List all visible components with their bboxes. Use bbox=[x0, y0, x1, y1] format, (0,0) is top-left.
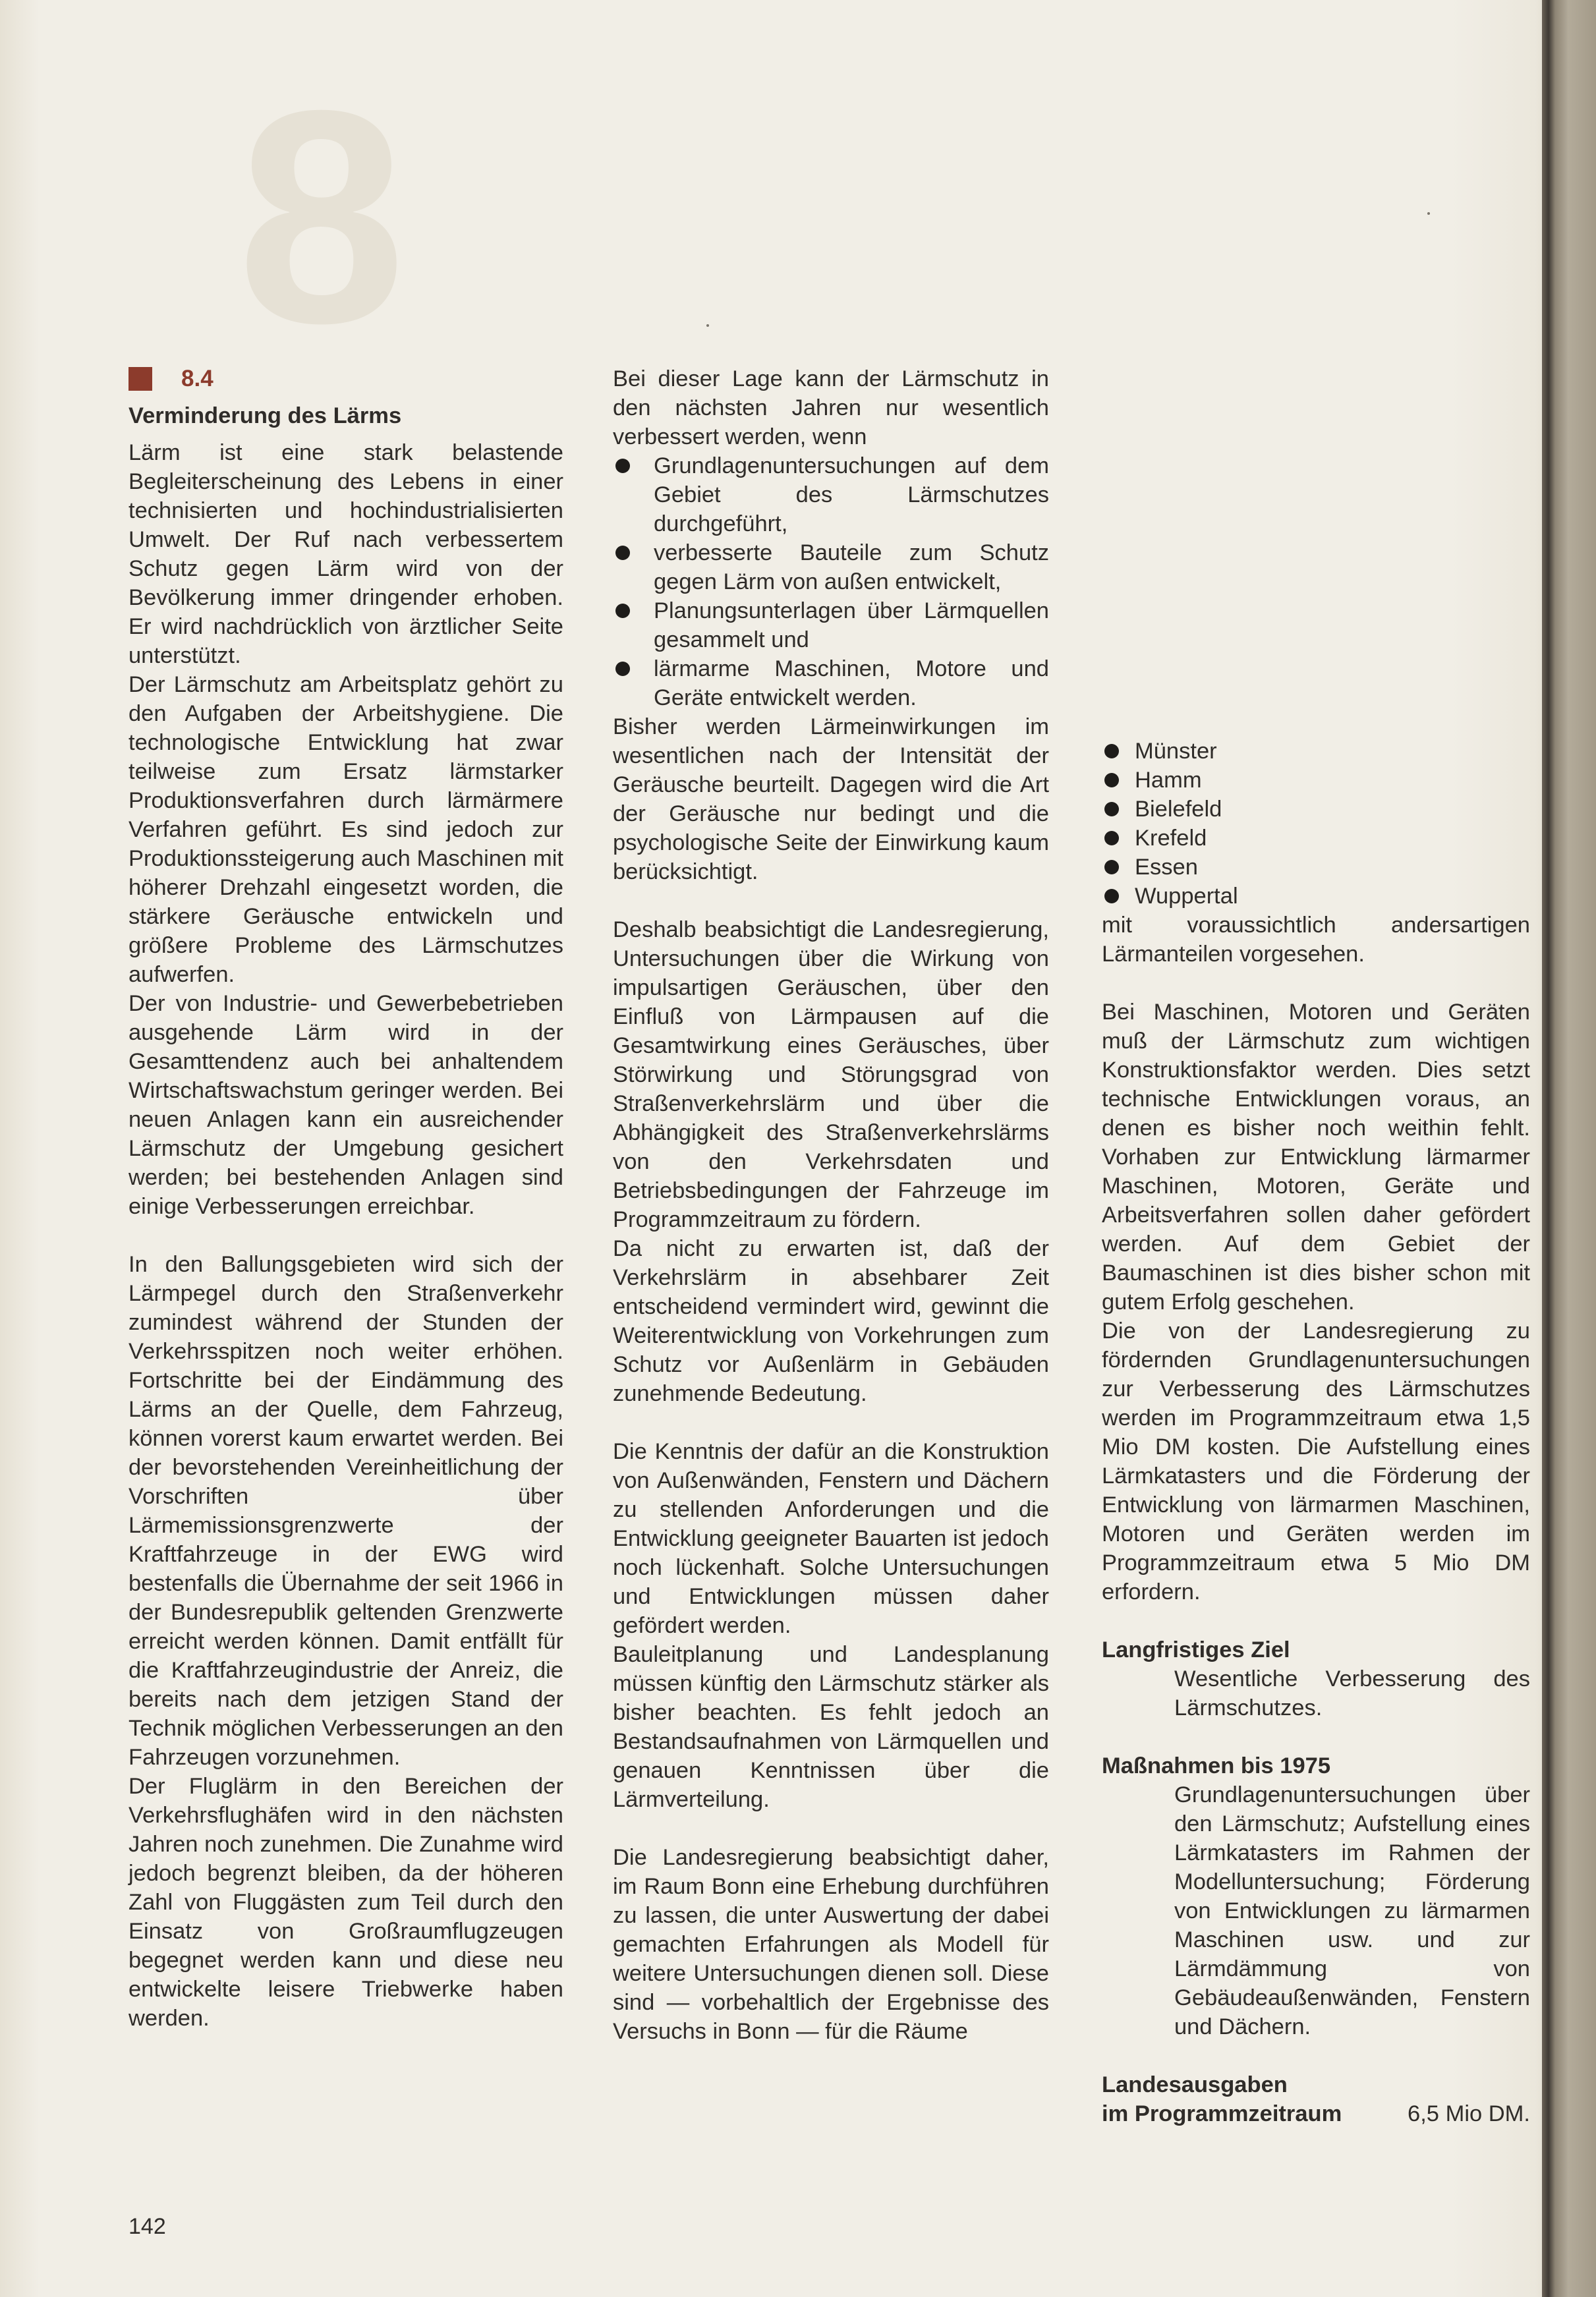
goal-text: Wesentliche Verbesserung des Lärmschutzes. bbox=[1174, 1666, 1530, 1720]
bullet-icon bbox=[1104, 773, 1119, 787]
list-item: Planungsunterlagen über Lärmquellen gesammelt und bbox=[613, 596, 1049, 654]
bullet-icon bbox=[1104, 802, 1119, 816]
column-middle bbox=[613, 364, 1049, 2046]
budget-row bbox=[1102, 2099, 1530, 2128]
paragraph: Der Fluglärm in den Bereichen der Verkehrsflughäfen wird in den nächsten Jahren noch zunehmen. Die Zunahme wird jedoch begrenzt bleiben, da der höheren Zahl von Fluggästen zum Teil durch den Einsatz von Großraumflugzeugen begegnet werden kann und diese neu entwickelte leisere Triebwerke haben werden. bbox=[128, 1774, 563, 2031]
section-marker-icon bbox=[128, 367, 152, 391]
bullet-icon bbox=[1104, 860, 1119, 874]
paragraph: mit voraussichtlich andersartigen Lärmanteilen vorgesehen. bbox=[1102, 913, 1530, 967]
list-item: Grundlagenuntersuchungen auf dem Gebiet des Lärmschutzes durchgeführt, bbox=[613, 451, 1049, 538]
paragraph: Bei Maschinen, Motoren und Geräten muß der Lärmschutz zum wichtigen Konstruktionsfaktor werden. Dies setzt technische Entwicklungen voraus, an denen es bisher noch weithin fehlt. Vorhaben zur Entwicklung lärmarmer Maschinen, Motoren, Geräte und Arbeitsverfahren sollen daher gefördert werden. Auf dem Gebiet der Baumaschinen ist dies bisher schon mit gutem Erfolg geschehen. bbox=[1102, 1000, 1530, 1315]
paragraph: Die Kenntnis der dafür an die Konstruktion von Außenwänden, Fenstern und Dächern zu stellenden Anforderungen und die Entwicklung geeigneter Bauarten ist jedoch noch lückenhaft. Solche Untersuchungen und Entwicklungen müssen daher gefördert werden. bbox=[613, 1439, 1049, 1638]
goal-heading: Langfristiges Ziel bbox=[1102, 1637, 1290, 1662]
section-number: 8.4 bbox=[181, 366, 214, 391]
column-left bbox=[128, 364, 563, 2033]
paragraph: Lärm ist eine stark belastende Begleiterscheinung des Lebens in einer technisierten und hochindustrialisierten Umwelt. Der Ruf nach verbessertem Schutz gegen Lärm wird von der Bevölkerung immer dringender erhoben. Er wird nachdrücklich von ärztlicher Seite unterstützt. bbox=[128, 440, 563, 668]
paragraph: Bei dieser Lage kann der Lärmschutz in den nächsten Jahren nur wesentlich verbessert werden, wenn bbox=[613, 366, 1049, 449]
section-title: Verminderung des Lärms bbox=[128, 403, 402, 428]
paragraph: Die von der Landesregierung zu fördernden Grundlagenuntersuchungen zur Verbesserung des Lärmschutzes werden im Programmzeitraum etwa 1,5 Mio DM kosten. Die Aufstellung eines Lärmkatasters und die Förderung der Entwicklung von lärmarmen Maschinen, Motoren und Geräten werden im Programmzeitraum etwa 5 Mio DM erfordern. bbox=[1102, 1319, 1530, 1604]
book-spine-edge bbox=[1542, 0, 1596, 2297]
paragraph: Deshalb beabsichtigt die Landesregierung, Untersuchungen über die Wirkung von impulsartigen Geräuschen, über den Einfluß von Lärmpausen auf die Gesamtwirkung eines Geräusches, über Störwirkung und Störungsgrad von Straßenverkehrslärm und über die Abhängigkeit des Straßenverkehrslärms von den Verkehrsdaten und Betriebsbedingungen der Fahrzeuge im Programmzeitraum zu fördern. bbox=[613, 917, 1049, 1232]
list-item: Bielefeld bbox=[1102, 795, 1530, 824]
list-item: Wuppertal bbox=[1102, 882, 1530, 911]
budget-value: 6,5 Mio DM. bbox=[1408, 2101, 1530, 2126]
list-item: verbesserte Bauteile zum Schutz gegen Lärm von außen entwickelt, bbox=[613, 538, 1049, 596]
measures-text: Grundlagenuntersuchungen über den Lärmschutz; Aufstellung eines Lärmkatasters im Rahmen der Modelluntersuchung; Förderung von Entwicklungen zu lärmarmen Maschinen usw. und zur Lärmdämmung von Gebäudeaußenwänden, Fenstern und Dächern. bbox=[1174, 1782, 1530, 2039]
paragraph: Die Landesregierung beabsichtigt daher, im Raum Bonn eine Erhebung durchführen zu lassen, die unter Auswertung der dabei gemachten Erfahrungen als Modell für weitere Untersuchungen dienen soll. Diese sind — vorbehaltlich der Ergebnisse des Versuchs in Bonn — für die Räume bbox=[613, 1845, 1049, 2044]
ghost-chapter-number: 8 bbox=[237, 48, 406, 386]
bullet-icon bbox=[1104, 889, 1119, 903]
list-item: Essen bbox=[1102, 853, 1530, 882]
bullet-icon bbox=[615, 459, 630, 473]
bullet-icon bbox=[615, 604, 630, 618]
paragraph: Bisher werden Lärmeinwirkungen im wesentlichen nach der Intensität der Geräusche beurteilt. Dagegen wird die Art der Geräusche nur bedingt und die psychologische Seite der Einwirkung kaum berücksichtigt. bbox=[613, 714, 1049, 884]
paragraph: In den Ballungsgebieten wird sich der Lärmpegel durch den Straßenverkehr zumindest während der Stunden der Verkehrsspitzen noch weiter erhöhen. Fortschritte bei der Eindämmung des Lärms an der Quelle, dem Fahrzeug, können vorerst kaum erwartet werden. Bei der bevorstehenden Vereinheitlichung der Vorschriften über Lärmemissionsgrenzwerte der Kraftfahrzeuge in der EWG wird bestenfalls die Übernahme der seit 1966 in der Bundesrepublik geltenden Grenzwerte erreicht werden können. Damit entfällt für die Kraftfahrzeugindustrie der Anreiz, die bereits nach dem jetzigen Stand der Technik möglichen Verbesserungen an den Fahrzeugen vorzunehmen. bbox=[128, 1252, 563, 1770]
paragraph: Da nicht zu erwarten ist, daß der Verkehrslärm in absehbarer Zeit entscheidend vermindert wird, gewinnt die Weiterentwicklung von Vorkehrungen zum Schutz vor Außenlärm in Gebäuden zunehmende Bedeutung. bbox=[613, 1236, 1049, 1406]
bullet-icon bbox=[615, 662, 630, 676]
list-item: Münster bbox=[1102, 737, 1530, 766]
budget-heading: Landesausgaben bbox=[1102, 2072, 1288, 2097]
list-item: Hamm bbox=[1102, 766, 1530, 795]
bullet-icon bbox=[615, 546, 630, 560]
measures-heading: Maßnahmen bis 1975 bbox=[1102, 1753, 1331, 1778]
page-number: 142 bbox=[128, 2214, 166, 2239]
paragraph: Der Lärmschutz am Arbeitsplatz gehört zu den Aufgaben der Arbeitshygiene. Die technologische Entwicklung hat zwar teilweise zum Ersatz lärmstarker Produktionsverfahren durch lärmärmere Verfahren geführt. Es sind jedoch zur Produktionssteigerung auch Maschinen mit höherer Drehzahl eingesetzt worden, die stärkere Geräusche entwickeln und größere Probleme des Lärmschutzes aufwerfen. bbox=[128, 672, 563, 987]
section-header bbox=[128, 364, 563, 393]
bullet-icon bbox=[1104, 831, 1119, 845]
bullet-icon bbox=[1104, 744, 1119, 758]
paragraph: Bauleitplanung und Landesplanung müssen künftig den Lärmschutz stärker als bisher beachten. Es fehlt jedoch an Bestandsaufnahmen von Lärmquellen und genauen Kenntnissen über die Lärmverteilung. bbox=[613, 1642, 1049, 1812]
column-right bbox=[1102, 737, 1530, 2128]
list-item: Krefeld bbox=[1102, 824, 1530, 853]
paragraph: Der von Industrie- und Gewerbebetrieben ausgehende Lärm wird in der Gesamttendenz auch bei anhaltendem Wirtschaftswachstum geringer werden. Bei neuen Anlagen kann ein ausreichender Lärmschutz der Umgebung gesichert werden; bei bestehenden Anlagen sind einige Verbesserungen erreichbar. bbox=[128, 991, 563, 1219]
print-speck bbox=[1427, 212, 1430, 215]
print-speck bbox=[706, 324, 709, 327]
list-item: lärmarme Maschinen, Motore und Geräte entwickelt werden. bbox=[613, 654, 1049, 712]
budget-heading-line2: im Programmzeitraum bbox=[1102, 2101, 1342, 2126]
